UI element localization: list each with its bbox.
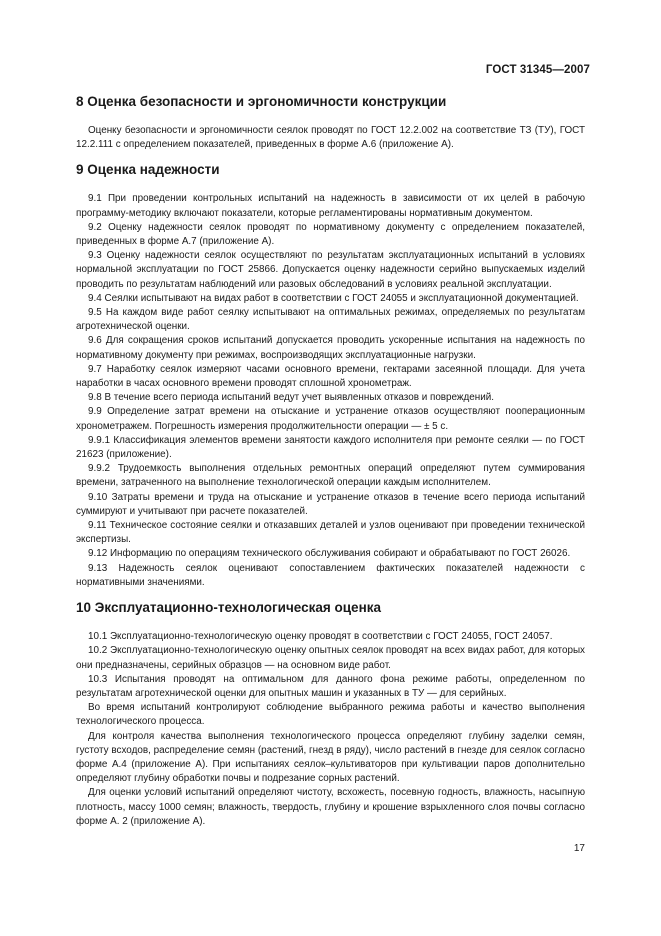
section-8 — [76, 94, 585, 152]
document-body — [76, 94, 585, 839]
paragraph: 9.2 Оценку надежности сеялок проводят по нормативному документу с определением показателей, приведенных в форме А.7 (приложение А). — [76, 221, 585, 248]
paragraph: 9.9.2 Трудоемкость выполнения отдельных ремонтных операций определяют путем суммирования времени, затраченного на выполнение технологической операции каждым исполнителем. — [76, 463, 585, 489]
paragraph: 10.3 Испытания проводят на оптимальном для данного фона режиме работы, определенном по результатам агротехнической оценки для опытных машин и указанных в ТУ — для серийных. — [76, 673, 585, 699]
paragraph: 9.9 Определение затрат времени на отыскание и устранение отказов осуществляют пооперационным хронометражем. Погрешность измерения продолжительности операции — ± 5 с. — [76, 406, 585, 432]
paragraph: 9.13 Надежность сеялок оценивают сопоставлением фактических показателей надежности с нормативными значениями. — [76, 562, 585, 588]
paragraph: 9.6 Для сокращения сроков испытаний допускается проводить ускоренные испытания на надежность по нормативному документу при режимах, воспроизводящих эксплуатационные нагрузки. — [76, 335, 585, 361]
section-heading: 10 Эксплуатационно-технологическая оценка — [76, 600, 381, 616]
section-10 — [76, 600, 585, 829]
paragraph: 9.11 Техническое состояние сеялки и отказавших деталей и узлов оценивают при проведении технической экспертизы. — [76, 520, 585, 546]
paragraph: 9.5 На каждом виде работ сеялку испытывают на оптимальных режимах, определяемых по результатам агротехнической оценки. — [76, 307, 585, 333]
page-number: 17 — [573, 843, 585, 854]
paragraph: 9.7 Наработку сеялок измеряют часами основного времени, гектарами засеянной площади. Для учета наработки в часах основного времени проводят сплошной хронометраж. — [76, 363, 585, 390]
paragraph: 9.1 При проведении контрольных испытаний на надежность в зависимости от их целей в рабочую программу-методику включают показатели, которые регламентированы нормативным документом. — [76, 193, 585, 219]
section-heading: 9 Оценка надежности — [76, 162, 220, 178]
paragraph: 9.4 Сеялки испытывают на видах работ в соответствии с ГОСТ 24055 и эксплуатационной документацией. — [88, 292, 579, 304]
paragraph: Оценку безопасности и эргономичности сеялок проводят по ГОСТ 12.2.002 на соответствие ТЗ (ТУ), ГОСТ 12.2.111 с определением показателей, приведенных в форме А.6 (приложение А). — [76, 125, 585, 151]
paragraph: 9.10 Затраты времени и труда на отыскание и устранение отказов в течение всего периода испытаний суммируют и учитывают при расчете показателей. — [76, 491, 585, 517]
paragraph: 9.3 Оценку надежности сеялок осуществляют по результатам эксплуатационных испытаний в условиях нормальной эксплуатации по ГОСТ 25866. Допускается оценку надежности серийно выпускаемых изделий проводить по результатам наблюдений или разовых обследований в условиях реальной эксплуатации. — [76, 250, 585, 290]
paragraph: Во время испытаний контролируют соблюдение выбранного режима работы и качество выполнения технологического процесса. — [76, 702, 585, 728]
paragraph: 9.9.1 Классификация элементов времени занятости каждого исполнителя при ремонте сеялки — по ГОСТ 21623 (приложение). — [76, 434, 585, 461]
section-heading: 8 Оценка безопасности и эргономичности конструкции — [76, 94, 447, 109]
paragraph: Для оценки условий испытаний определяют чистоту, всхожесть, посевную годность, влажность, насыпную плотность, массу 1000 семян; влажность, твердость, глубину и крошение взрыхленного слоя почвы согласно форме А. 2 (приложение А). — [76, 787, 585, 827]
paragraph: 10.1 Эксплуатационно-технологическую оценку проводят в соответствии с ГОСТ 24055, ГОСТ 24057. — [88, 631, 553, 643]
section-9 — [76, 162, 585, 590]
paragraph: 9.8 В течение всего периода испытаний ведут учет выявленных отказов и повреждений. — [88, 392, 495, 404]
document-code: ГОСТ 31345—2007 — [485, 64, 590, 76]
paragraph: Для контроля качества выполнения технологического процесса определяют глубину заделки семян, густоту всходов, распределение семян (растений, гнезд в ряду), число растений в гнезде для сеялок согласно форме А.4 (приложение А). При испытаниях сеялок–культиваторов при культивации паров дополнительно определяют глубину обработки почвы и подрезание сорных растений. — [76, 730, 585, 785]
paragraph: 9.12 Информацию по операциям технического обслуживания собирают и обрабатывают по ГОСТ 26026. — [88, 548, 571, 560]
paragraph: 10.2 Эксплуатационно-технологическую оценку опытных сеялок проводят на всех видах работ, для которых они предназначены, серийных образцов — на основном виде работ. — [76, 645, 585, 671]
